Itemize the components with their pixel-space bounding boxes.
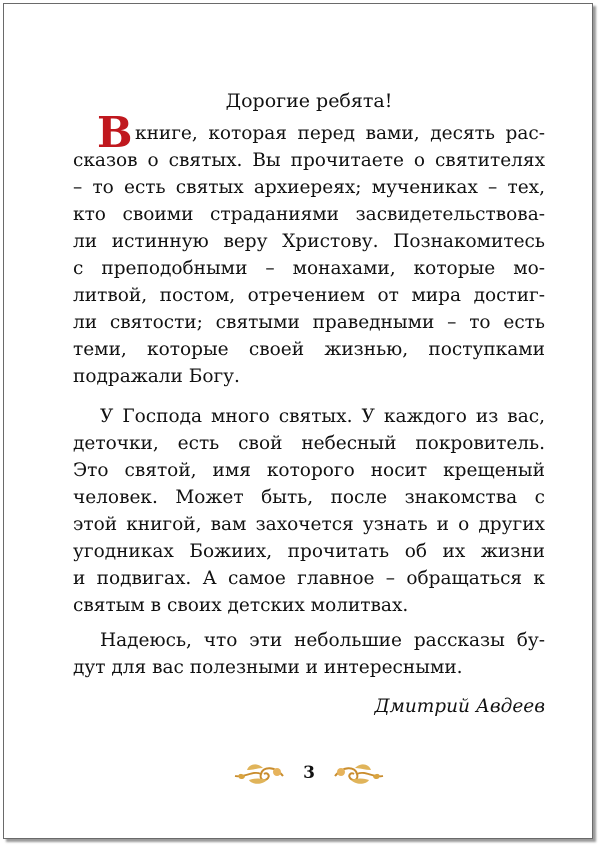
paragraph-line: угодниках Божиих, прочитать об их жизни <box>73 541 545 562</box>
paragraph-line: Это святой, имя которого носит крещеный <box>73 460 545 481</box>
floral-ornament-right-icon <box>333 762 385 786</box>
page-number: 3 <box>303 763 315 783</box>
author-signature: Дмитрий Авдеев <box>374 696 545 717</box>
paragraph-line: и подвигах. А самое главное – обращаться к <box>73 568 545 589</box>
paragraph-line: – то есть святых архиереях; мучениках – тех, <box>73 177 545 198</box>
page-footer <box>233 760 385 790</box>
paragraph-line: деточки, есть свой небесный покровитель. <box>73 433 545 454</box>
paragraph-line: У Господа много святых. У каждого из вас, <box>100 406 545 427</box>
paragraph-line: теми, которые своей жизнью, поступками <box>73 339 545 360</box>
paragraph-line: дут для вас полезными и интересными. <box>73 657 463 678</box>
paragraph-line: человек. Может быть, после знакомства с <box>73 487 545 508</box>
paragraph-line: ли святости; святыми праведными – то есть <box>73 312 545 333</box>
floral-ornament-left-icon <box>233 762 285 786</box>
dropcap-letter: В <box>97 108 133 157</box>
paragraph-line: сказов о святых. Вы прочитаете о святителях <box>73 150 545 171</box>
paragraph-line: с преподобными – монахами, которые мо- <box>73 258 545 279</box>
paragraph-line: Надеюсь, что эти небольшие рассказы бу- <box>100 630 545 651</box>
book-page <box>3 3 593 839</box>
paragraph-line: святым в своих детских молитвах. <box>73 595 409 616</box>
paragraph-line: книге, которая перед вами, десять рас- <box>135 123 545 144</box>
intro-paragraph <box>73 108 545 390</box>
paragraph-line: кто своими страданиями засвидетельствова- <box>73 204 545 225</box>
paragraph-line: литвой, постом, отречением от мира достиг- <box>73 285 545 306</box>
saints-paragraph <box>73 403 545 619</box>
closing-paragraph <box>73 627 545 681</box>
paragraph-line: этой книгой, вам захочется узнать и о других <box>73 514 545 535</box>
paragraph-line: ли истинную веру Христову. Познакомитесь <box>73 231 545 252</box>
greeting-heading: Дорогие ребята! <box>225 90 393 112</box>
paragraph-line: подражали Богу. <box>73 366 240 387</box>
